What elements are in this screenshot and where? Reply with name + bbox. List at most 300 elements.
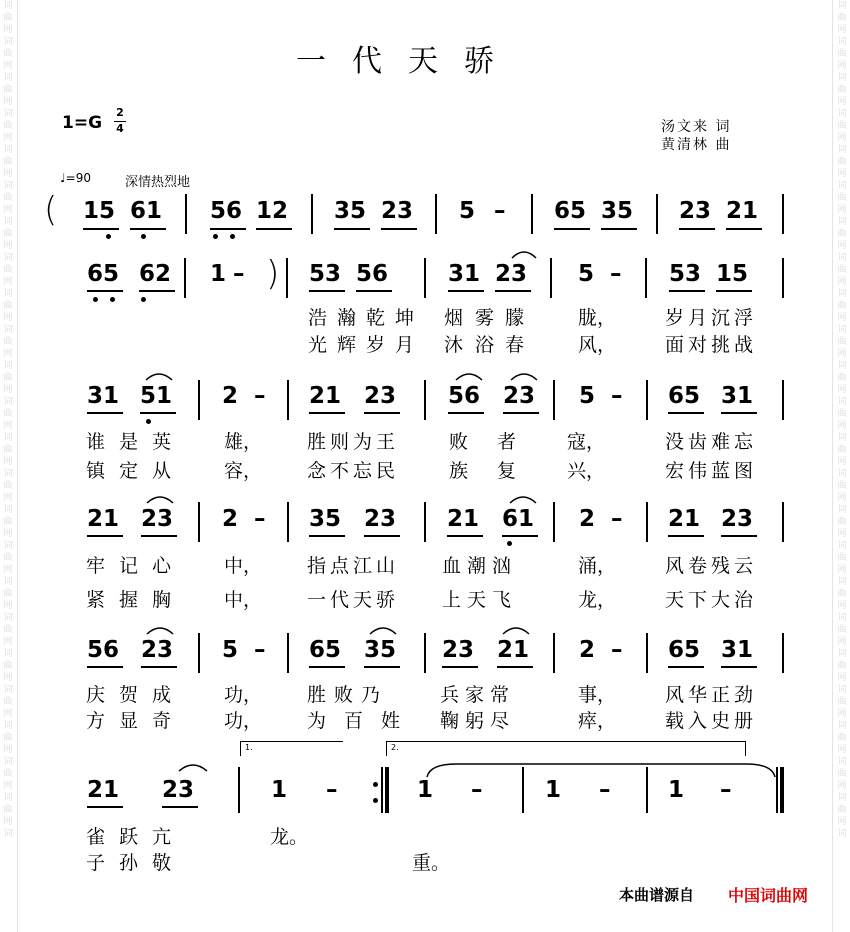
- note-group: 21: [87, 506, 120, 532]
- barline: [198, 502, 200, 542]
- lyric-text: 兴，: [567, 460, 606, 482]
- barline: [435, 194, 437, 234]
- watermark-glyph: 曲: [3, 589, 13, 599]
- watermark-glyph: 曲: [837, 13, 847, 23]
- note-group: 35: [601, 198, 634, 224]
- lyric-text: 方显奇: [86, 710, 186, 732]
- watermark-glyph: 曲: [837, 301, 847, 311]
- watermark-glyph: 曲: [3, 625, 13, 635]
- slur: [502, 620, 530, 639]
- beam: [309, 290, 345, 292]
- lyric-text: 功，: [224, 710, 263, 732]
- note-group: 61: [130, 198, 163, 224]
- watermark-glyph: 词: [3, 469, 13, 479]
- watermark-glyph: 词: [837, 289, 847, 299]
- lyric-text: 胜则为王: [307, 431, 400, 453]
- watermark-glyph: 曲: [837, 769, 847, 779]
- watermark-glyph: 词: [3, 361, 13, 371]
- watermark-glyph: 网: [3, 313, 13, 323]
- note-group: 21: [87, 777, 120, 803]
- watermark-glyph: 网: [837, 709, 847, 719]
- octave-dot: [146, 419, 151, 424]
- watermark-glyph: 词: [3, 649, 13, 659]
- watermark-glyph: 词: [3, 541, 13, 551]
- beam: [309, 412, 345, 414]
- volta-bracket-first: [240, 741, 343, 756]
- lyric-text: 紧握胸: [86, 589, 186, 611]
- watermark-glyph: 网: [837, 241, 847, 251]
- watermark-glyph: 曲: [837, 409, 847, 419]
- watermark-glyph: 词: [837, 613, 847, 623]
- beam: [721, 535, 757, 537]
- note-group: 23: [679, 198, 712, 224]
- watermark-glyph: 网: [3, 349, 13, 359]
- beam: [140, 412, 176, 414]
- barline: [287, 502, 289, 542]
- watermark-glyph: 网: [3, 565, 13, 575]
- watermark-glyph: 网: [3, 277, 13, 287]
- watermark-glyph: 曲: [837, 589, 847, 599]
- watermark-glyph: 曲: [3, 697, 13, 707]
- beam: [668, 535, 704, 537]
- lyric-text: 族: [449, 460, 469, 482]
- watermark-glyph: 曲: [3, 85, 13, 95]
- watermark-glyph: 词: [837, 397, 847, 407]
- barline: [553, 380, 555, 420]
- note-group: 23: [495, 261, 528, 287]
- lyric-text: 岁月沉浮: [665, 307, 758, 329]
- watermark-glyph: 曲: [3, 553, 13, 563]
- octave-dot: [507, 541, 512, 546]
- barline: [287, 633, 289, 673]
- watermark-glyph: 网: [837, 493, 847, 503]
- note-group: 2: [222, 383, 239, 409]
- watermark-glyph: 词: [837, 721, 847, 731]
- note-group: 31: [721, 637, 754, 663]
- note-group: 23: [162, 777, 195, 803]
- beam: [668, 412, 704, 414]
- watermark-glyph: 词: [3, 793, 13, 803]
- octave-dot: [106, 234, 111, 239]
- slur: [510, 366, 538, 385]
- watermark-glyph: 词: [3, 397, 13, 407]
- watermark-glyph: 网: [3, 673, 13, 683]
- beam: [139, 290, 175, 292]
- watermark-glyph: 网: [837, 673, 847, 683]
- lyric-text: 风，: [578, 334, 617, 356]
- lyric-text: 没齿难忘: [665, 431, 758, 453]
- watermark-glyph: 曲: [837, 265, 847, 275]
- lyric-text: 中，: [224, 589, 263, 611]
- watermark-glyph: 词: [837, 325, 847, 335]
- open-parenthesis: (: [44, 190, 58, 230]
- lyric-text: 面对挑战: [665, 334, 758, 356]
- watermark-glyph: 网: [3, 133, 13, 143]
- note-group: 62: [139, 261, 172, 287]
- watermark-glyph: 曲: [837, 661, 847, 671]
- watermark-glyph: 词: [837, 757, 847, 767]
- note-group: 21: [497, 637, 530, 663]
- beam: [601, 228, 637, 230]
- lyric-text: 载入史册: [665, 710, 758, 732]
- watermark-glyph: 词: [3, 253, 13, 263]
- lyric-text: 龙，: [578, 589, 617, 611]
- watermark-glyph: 词: [837, 253, 847, 263]
- lyric-text: 春: [505, 334, 525, 356]
- composer-credit: 黄清林 曲: [661, 137, 732, 153]
- watermark-glyph: 曲: [3, 733, 13, 743]
- time-signature-top: 2: [116, 106, 124, 119]
- watermark-glyph: 曲: [3, 193, 13, 203]
- note-group: 53: [309, 261, 342, 287]
- barline: [238, 767, 240, 813]
- note-group: 65: [554, 198, 587, 224]
- watermark-glyph: 词: [3, 325, 13, 335]
- source-label: 本曲谱源自: [619, 886, 695, 904]
- beam: [447, 535, 483, 537]
- watermark-glyph: 词: [3, 217, 13, 227]
- lyric-text: 胜败乃: [307, 684, 389, 706]
- barline: [553, 633, 555, 673]
- beam: [502, 535, 538, 537]
- watermark-glyph: 曲: [837, 517, 847, 527]
- watermark-glyph: 词: [837, 37, 847, 47]
- watermark-glyph: 网: [3, 601, 13, 611]
- watermark-glyph: 网: [837, 457, 847, 467]
- final-barline-thick: [780, 767, 784, 813]
- note-group: 21: [447, 506, 480, 532]
- beam: [669, 290, 705, 292]
- lyric-text: 龙。: [270, 826, 309, 848]
- watermark-glyph: 网: [3, 529, 13, 539]
- barline: [424, 258, 426, 298]
- note-group: 1: [417, 777, 434, 803]
- octave-dot: [373, 782, 378, 787]
- lyric-text: 指点江山: [307, 555, 400, 577]
- watermark-glyph: 曲: [3, 769, 13, 779]
- watermark-glyph: 词: [837, 829, 847, 839]
- lyric-text: 上天飞: [442, 589, 518, 611]
- note-group: –: [254, 506, 266, 532]
- note-group: –: [233, 261, 245, 287]
- lyric-text: 胧，: [578, 307, 617, 329]
- lyric-text: 风卷残云: [665, 555, 758, 577]
- beam: [309, 535, 345, 537]
- note-group: –: [254, 383, 266, 409]
- lyric-text: 沐浴: [444, 334, 507, 356]
- lyric-text: 功，: [224, 684, 263, 706]
- watermark-glyph: 词: [3, 829, 13, 839]
- lyric-text: 子孙敬: [86, 852, 186, 874]
- watermark-glyph: 网: [3, 421, 13, 431]
- note-group: 35: [334, 198, 367, 224]
- barline: [645, 258, 647, 298]
- watermark-glyph: 词: [837, 361, 847, 371]
- lyric-text: 一代天骄: [307, 589, 400, 611]
- watermark-glyph: 网: [837, 817, 847, 827]
- watermark-glyph: 网: [837, 133, 847, 143]
- watermark-glyph: 曲: [3, 409, 13, 419]
- page-edge-right: [832, 0, 833, 932]
- watermark-glyph: 曲: [837, 481, 847, 491]
- octave-dot: [110, 297, 115, 302]
- lyric-text: 为百姓: [307, 710, 419, 732]
- beam: [679, 228, 715, 230]
- volta-number-second: 2.: [391, 743, 399, 752]
- note-group: 56: [87, 637, 120, 663]
- watermark-glyph: 词: [837, 145, 847, 155]
- octave-dot: [141, 234, 146, 239]
- repeat-barline-thick: [385, 767, 389, 813]
- slur: [509, 489, 537, 508]
- note-group: 56: [356, 261, 389, 287]
- note-group: 65: [668, 383, 701, 409]
- watermark-glyph: 词: [3, 505, 13, 515]
- beam: [87, 412, 123, 414]
- watermark-glyph: 词: [837, 109, 847, 119]
- watermark-glyph: 词: [3, 757, 13, 767]
- lyric-text: 天下大治: [665, 589, 758, 611]
- lyric-text: 寇，: [567, 431, 606, 453]
- watermark-glyph: 网: [837, 565, 847, 575]
- watermark-glyph: 词: [3, 73, 13, 83]
- watermark-glyph: 曲: [837, 373, 847, 383]
- note-group: 31: [87, 383, 120, 409]
- watermark-glyph: 网: [3, 709, 13, 719]
- slur: [455, 366, 483, 385]
- lyric-text: 容，: [224, 460, 263, 482]
- lyric-text: 宏伟蓝图: [665, 460, 758, 482]
- lyric-text: 者: [497, 431, 517, 453]
- lyric-text: 雄，: [224, 431, 263, 453]
- note-group: 23: [442, 637, 475, 663]
- lyric-text: 风华正劲: [665, 684, 758, 706]
- watermark-glyph: 网: [837, 349, 847, 359]
- watermark-glyph: 曲: [3, 13, 13, 23]
- beam: [162, 806, 198, 808]
- watermark-glyph: 网: [837, 313, 847, 323]
- slur: [369, 620, 397, 639]
- watermark-glyph: 曲: [3, 301, 13, 311]
- note-group: –: [611, 506, 623, 532]
- watermark-glyph: 网: [3, 817, 13, 827]
- note-group: 35: [364, 637, 397, 663]
- key-signature: 1=G: [62, 113, 103, 133]
- note-group: 5: [459, 198, 476, 224]
- slur: [145, 366, 173, 385]
- watermark-glyph: 网: [837, 421, 847, 431]
- beam: [256, 228, 292, 230]
- note-group: 23: [141, 637, 174, 663]
- note-group: 12: [256, 198, 289, 224]
- note-group: 31: [721, 383, 754, 409]
- slur: [146, 620, 174, 639]
- beam: [130, 228, 166, 230]
- watermark-glyph: 曲: [837, 805, 847, 815]
- note-group: 21: [668, 506, 701, 532]
- watermark-glyph: 曲: [3, 337, 13, 347]
- note-group: –: [611, 637, 623, 663]
- note-group: 21: [726, 198, 759, 224]
- watermark-glyph: 网: [3, 637, 13, 647]
- lyric-text: 事，: [578, 684, 617, 706]
- note-group: –: [599, 777, 611, 803]
- watermark-glyph: 网: [837, 601, 847, 611]
- beam: [448, 290, 484, 292]
- watermark-glyph: 网: [3, 169, 13, 179]
- barline: [776, 767, 778, 813]
- watermark-glyph: 曲: [837, 445, 847, 455]
- note-group: 61: [502, 506, 535, 532]
- note-group: 21: [309, 383, 342, 409]
- song-title: 一代天骄: [296, 44, 520, 79]
- watermark-glyph: 词: [837, 73, 847, 83]
- note-group: 56: [210, 198, 243, 224]
- beam: [497, 666, 533, 668]
- watermark-strip-right: [834, 0, 850, 932]
- lyric-text: 牢记心: [86, 555, 186, 577]
- octave-dot: [373, 798, 378, 803]
- lyric-text: 鞠躬尽: [440, 710, 516, 732]
- barline: [646, 633, 648, 673]
- note-group: 23: [381, 198, 414, 224]
- watermark-glyph: 词: [3, 613, 13, 623]
- watermark-glyph: 曲: [3, 265, 13, 275]
- beam: [364, 535, 400, 537]
- note-group: 5: [222, 637, 239, 663]
- note-group: 23: [141, 506, 174, 532]
- watermark-glyph: 网: [3, 205, 13, 215]
- watermark-glyph: 网: [837, 277, 847, 287]
- note-group: 31: [448, 261, 481, 287]
- watermark-glyph: 曲: [3, 121, 13, 131]
- note-group: 65: [309, 637, 342, 663]
- note-group: 5: [578, 261, 595, 287]
- barline: [646, 767, 648, 813]
- beam: [381, 228, 417, 230]
- watermark-glyph: 词: [3, 1, 13, 11]
- volta-number-first: 1.: [245, 743, 253, 752]
- watermark-glyph: 网: [837, 385, 847, 395]
- octave-dot: [230, 234, 235, 239]
- tie: [426, 762, 776, 782]
- watermark-glyph: 词: [3, 685, 13, 695]
- beam: [364, 666, 400, 668]
- lyric-text: 庆贺成: [86, 684, 186, 706]
- beam: [448, 412, 484, 414]
- watermark-glyph: 曲: [3, 805, 13, 815]
- note-group: 23: [364, 506, 397, 532]
- note-group: 1: [545, 777, 562, 803]
- beam: [721, 666, 757, 668]
- watermark-glyph: 词: [837, 793, 847, 803]
- note-group: 1: [668, 777, 685, 803]
- note-group: 51: [140, 383, 173, 409]
- octave-dot: [141, 297, 146, 302]
- watermark-glyph: 网: [837, 169, 847, 179]
- watermark-glyph: 网: [837, 97, 847, 107]
- lyric-text: 兵家常: [440, 684, 516, 706]
- lyric-text: 念不忘民: [307, 460, 400, 482]
- watermark-glyph: 网: [3, 457, 13, 467]
- note-group: 65: [87, 261, 120, 287]
- barline: [656, 194, 658, 234]
- lyric-text: 涌，: [578, 555, 617, 577]
- note-group: 2: [579, 637, 596, 663]
- barline: [286, 258, 288, 298]
- watermark-glyph: 词: [837, 685, 847, 695]
- barline: [424, 633, 426, 673]
- lyric-text: 血潮汹: [442, 555, 518, 577]
- watermark-glyph: 曲: [837, 157, 847, 167]
- watermark-glyph: 网: [837, 529, 847, 539]
- watermark-glyph: 曲: [3, 157, 13, 167]
- watermark-glyph: 网: [837, 25, 847, 35]
- watermark-glyph: 网: [3, 385, 13, 395]
- note-group: –: [471, 777, 483, 803]
- note-group: 23: [721, 506, 754, 532]
- note-group: –: [610, 261, 622, 287]
- tempo-marking: ♩=90: [60, 171, 91, 185]
- note-group: –: [254, 637, 266, 663]
- barline: [381, 767, 383, 813]
- watermark-glyph: 词: [3, 577, 13, 587]
- watermark-glyph: 网: [3, 25, 13, 35]
- beam: [668, 666, 704, 668]
- watermark-glyph: 曲: [3, 229, 13, 239]
- beam: [87, 535, 123, 537]
- close-parenthesis: ): [266, 254, 280, 294]
- watermark-glyph: 网: [3, 493, 13, 503]
- beam: [87, 290, 123, 292]
- beam: [334, 228, 370, 230]
- watermark-glyph: 词: [3, 289, 13, 299]
- lyric-text: 败: [449, 431, 469, 453]
- barline: [782, 633, 784, 673]
- watermark-glyph: 词: [837, 433, 847, 443]
- barline: [198, 380, 200, 420]
- lyric-text: 浩瀚乾坤: [308, 307, 425, 329]
- beam: [716, 290, 752, 292]
- source-site-link[interactable]: 中国词曲网: [728, 886, 809, 905]
- watermark-glyph: 词: [837, 541, 847, 551]
- watermark-glyph: 曲: [837, 49, 847, 59]
- note-group: 15: [716, 261, 749, 287]
- lyric-text: 镇定从: [86, 460, 186, 482]
- note-group: 1: [271, 777, 288, 803]
- watermark-glyph: 曲: [3, 661, 13, 671]
- note-group: 23: [503, 383, 536, 409]
- lyric-text: 重。: [412, 852, 451, 874]
- watermark-glyph: 网: [3, 781, 13, 791]
- watermark-glyph: 词: [837, 577, 847, 587]
- note-group: 2: [579, 506, 596, 532]
- lyric-text: 光辉岁月: [308, 334, 425, 356]
- watermark-glyph: 词: [837, 181, 847, 191]
- note-group: 53: [669, 261, 702, 287]
- expression-marking: 深情热烈地: [125, 175, 191, 190]
- watermark-glyph: 词: [3, 433, 13, 443]
- beam: [87, 666, 123, 668]
- watermark-glyph: 词: [3, 721, 13, 731]
- watermark-glyph: 词: [837, 217, 847, 227]
- watermark-glyph: 曲: [837, 85, 847, 95]
- lyric-text: 烟雾: [444, 307, 507, 329]
- watermark-glyph: 网: [3, 61, 13, 71]
- barline: [531, 194, 533, 234]
- lyric-text: 朦: [505, 307, 525, 329]
- barline: [782, 380, 784, 420]
